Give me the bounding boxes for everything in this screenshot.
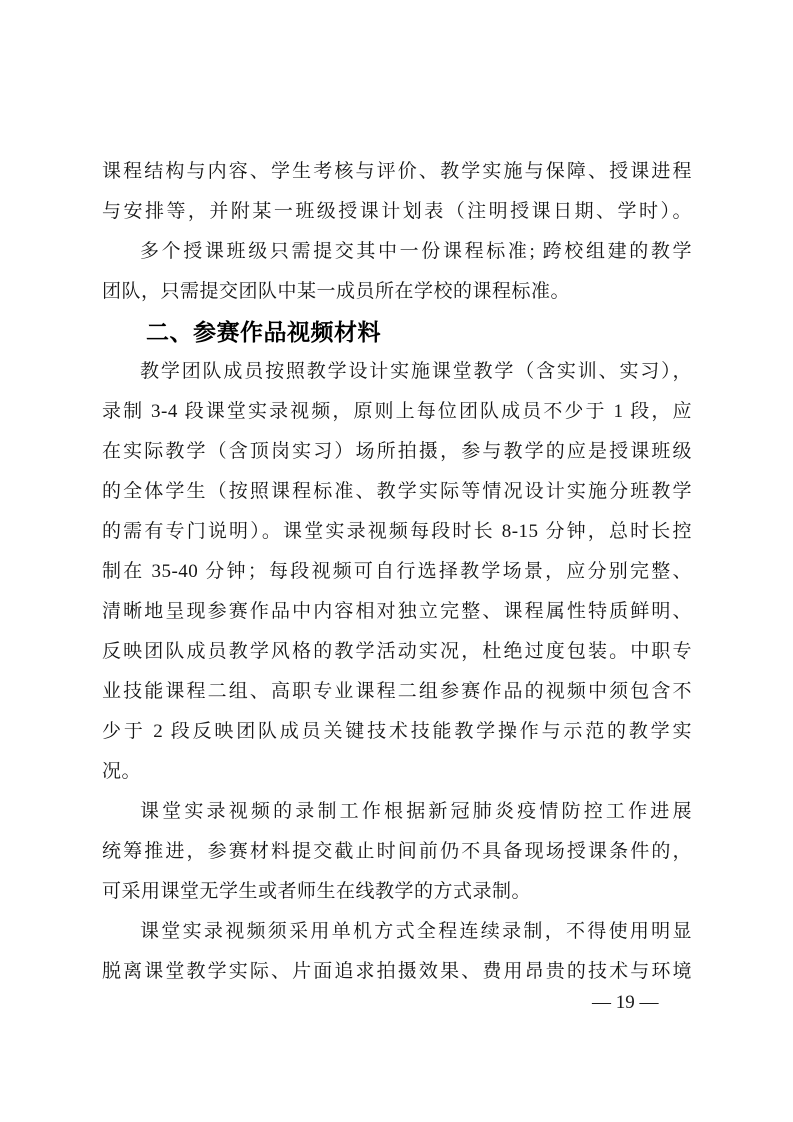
text-line: 的全体学生（按照课程标准、教学实际等情况设计实施分班教学 xyxy=(102,481,692,502)
text-block xyxy=(102,152,692,992)
text-line: 况。 xyxy=(102,761,142,782)
text-line: 教学团队成员按照教学设计实施课堂教学（含实训、实习）， xyxy=(140,361,692,382)
text-line: 统筹推进，参赛材料提交截止时间前仍不具备现场授课条件的， xyxy=(102,841,692,862)
text-line: 脱离课堂教学实际、片面追求拍摄效果、费用昂贵的技术与环境 xyxy=(102,961,692,982)
text-line: 课堂实录视频须采用单机方式全程连续录制，不得使用明显 xyxy=(140,921,692,942)
text-line: 多个授课班级只需提交其中一份课程标准; 跨校组建的教学 xyxy=(140,241,692,262)
section-heading: 二、参赛作品视频材料 xyxy=(146,319,381,345)
text-line: 团队，只需提交团队中某一成员所在学校的课程标准。 xyxy=(102,281,571,302)
text-line: 少于 2 段反映团队成员关键技术技能教学操作与示范的教学实 xyxy=(102,721,692,742)
text-line: 课堂实录视频的录制工作根据新冠肺炎疫情防控工作进展 xyxy=(140,801,692,822)
text-line: 在实际教学（含顶岗实习）场所拍摄，参与教学的应是授课班级 xyxy=(102,441,692,462)
page-number: — 19 — xyxy=(592,992,659,1013)
text-line: 业技能课程二组、高职专业课程二组参赛作品的视频中须包含不 xyxy=(102,681,692,702)
text-line: 制在 35-40 分钟；每段视频可自行选择教学场景，应分别完整、 xyxy=(102,561,692,582)
text-line: 的需有专门说明）。课堂实录视频每段时长 8-15 分钟，总时长控 xyxy=(102,521,692,542)
text-line: 可采用课堂无学生或者师生在线教学的方式录制。 xyxy=(102,881,532,902)
text-line: 反映团队成员教学风格的教学活动实况，杜绝过度包装。中职专 xyxy=(102,641,692,662)
text-line: 与安排等，并附某一班级授课计划表（注明授课日期、学时）。 xyxy=(102,201,692,222)
text-line: 录制 3-4 段课堂实录视频，原则上每位团队成员不少于 1 段，应 xyxy=(102,401,692,422)
text-line: 清晰地呈现参赛作品中内容相对独立完整、课程属性特质鲜明、 xyxy=(102,601,692,622)
text-line: 课程结构与内容、学生考核与评价、教学实施与保障、授课进程 xyxy=(102,161,692,182)
